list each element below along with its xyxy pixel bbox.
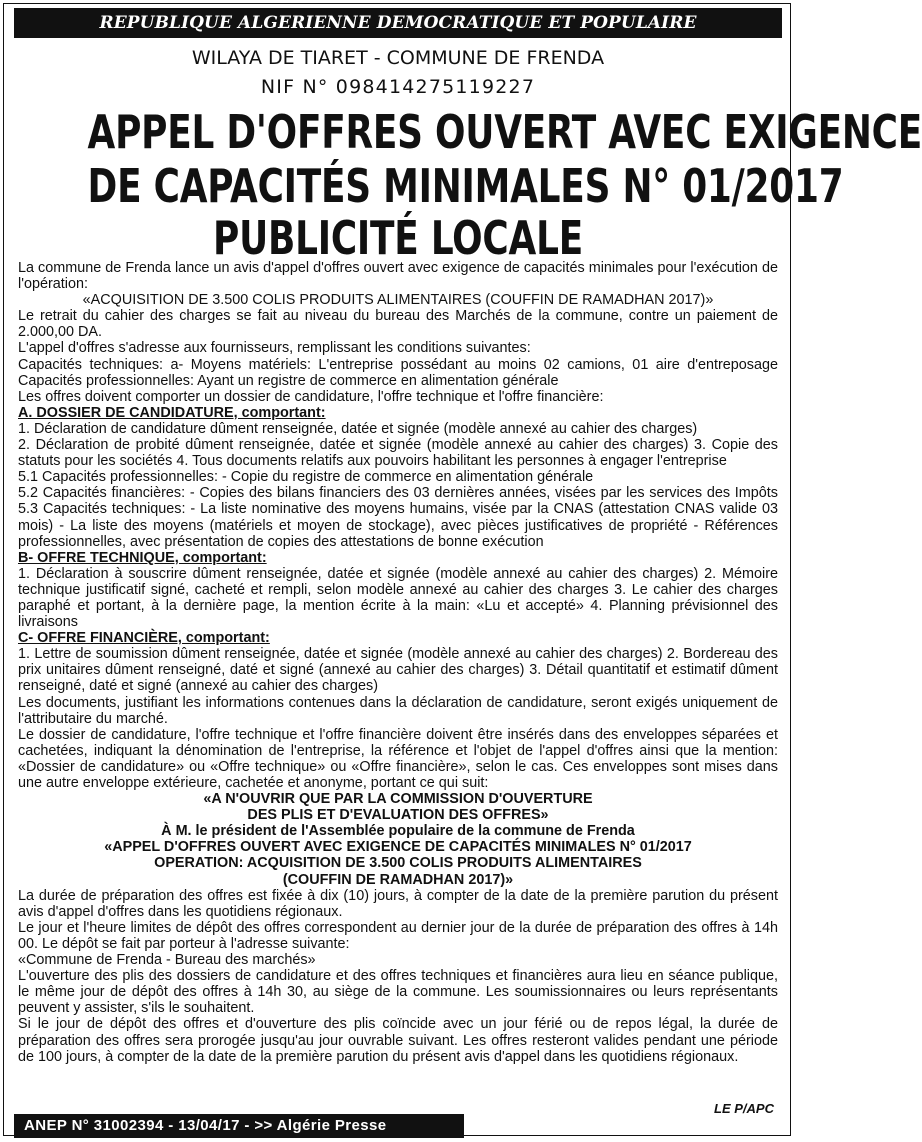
section-b-items: 1. Déclaration à souscrire dûment renseignée, datée et signée (modèle annexé au cahier des charges) 2. Mémoire technique justificatif signé, cacheté et rempli, selon modèle annexé au cahier des charges 3. Le cahier des charges paraphé et portant, à la dernière page, la mention écrite à la main: «Lu et accepté» 4. Planning prévisionnel des livraisons	[18, 565, 778, 631]
envelopes-paragraph: Le dossier de candidature, l'offre technique et l'offre financière doivent être insérés dans des enveloppes séparées et cachetées, indiquant la dénomination de l'entreprise, la référence et l'objet de l'appel d'offres ainsi que la mention: «Dossier de candidature» ou «Offre technique» ou «Offre financière», selon le cas. Ces enveloppes sont mises dans une autre enveloppe extérieure, cachetée et anonyme, portant ce qui suit:	[18, 726, 778, 791]
deadline-paragraph: Le jour et l'heure limites de dépôt des offres correspondent au dernier jour de la durée de préparation des offres à 14h 00. Le dépôt se fait par porteur à l'adresse suivante:	[18, 919, 778, 952]
wilaya-line: WILAYA DE TIARET - COMMUNE DE FRENDA	[191, 47, 605, 69]
reference-line-3: (COUFFIN DE RAMADHAN 2017)»	[282, 871, 514, 888]
justify-paragraph: Les documents, justifiant les informations contenues dans la déclaration de candidature, seront exigés uniquement de l'attributaire du marché.	[18, 694, 778, 727]
reference-line-2: OPERATION: ACQUISITION DE 3.500 COLIS PRODUITS ALIMENTAIRES	[154, 855, 642, 872]
holiday-paragraph: Si le jour de dépôt des offres et d'ouverture des plis coïncide avec un jour férié ou de repos légal, la durée de préparation des offres sera prorogée jusqu'au jour ouvrable suivant. Les offres resteront valides pendant une période de 100 jours, à compter de la date de la première parution du présent avis d'appel dans les quotidiens régionaux.	[18, 1016, 778, 1065]
section-a-item-2: 2. Déclaration de probité dûment renseignée, datée et signée (modèle annexé au cahier des charges) 3. Copie des statuts pour les sociétés 4. Tous documents relatifs aux pouvoirs habilitant les personnes à engager l'entreprise	[18, 437, 778, 470]
not-open-line-2: DES PLIS ET D'EVALUATION DES OFFRES»	[247, 807, 549, 824]
notice-body	[18, 260, 778, 1065]
section-c-heading: C- OFFRE FINANCIÈRE, comportant:	[18, 630, 270, 647]
recipient-line: À M. le président de l'Assemblée populaire de la commune de Frenda	[161, 823, 635, 840]
addressed-paragraph: L'appel d'offres s'adresse aux fournisseurs, remplissant les conditions suivantes:	[18, 340, 531, 357]
title-line-3: PUBLICITÉ LOCALE	[213, 211, 583, 265]
capacities-paragraph: Capacités techniques: a- Moyens matériels: L'entreprise possédant au moins 02 camions, 01 aire d'entreposage Capacités professionnelles: Ayant un registre de commerce en alimentation générale	[18, 356, 778, 389]
section-a-heading: A. DOSSIER DE CANDIDATURE, comportant:	[18, 404, 326, 421]
republic-banner: REPUBLIQUE ALGERIENNE DEMOCRATIQUE ET POPULAIRE	[14, 8, 782, 38]
object-line: «ACQUISITION DE 3.500 COLIS PRODUITS ALIMENTAIRES (COUFFIN DE RAMADHAN 2017)»	[82, 292, 714, 309]
section-a-item-52: 5.2 Capacités financières: - Copies des bilans financiers des 03 dernières années, visées par les services des Impôts 5.3 Capacités techniques: - La liste nominative des moyens humains, visée par la CNAS (attestation CNAS valide 03 mois) - La liste des moyens (matériels et moyen de stockage), avec pièces justificatives de propriété - Références professionnelles, avec présentation de copies des attestations de bonne exécution	[18, 485, 778, 550]
section-a-item-1: 1. Déclaration de candidature dûment renseignée, datée et signée (modèle annexé au cahier des charges)	[18, 420, 698, 437]
anep-footer: ANEP N° 31002394 - 13/04/17 - >> Algérie Presse	[14, 1114, 464, 1138]
section-a-item-51: 5.1 Capacités professionnelles: - Copie du registre de commerce en alimentation générale	[18, 469, 594, 486]
withdrawal-paragraph: Le retrait du cahier des charges se fait au niveau du bureau des Marchés de la commune, contre un paiement de 2.000,00 DA.	[18, 308, 778, 341]
not-open-line-1: «A N'OUVRIR QUE PAR LA COMMISSION D'OUVERTURE	[203, 791, 593, 808]
reference-line-1: «APPEL D'OFFRES OUVERT AVEC EXIGENCE DE CAPACITÉS MINIMALES N° 01/2017	[104, 839, 692, 856]
nif-line: NIF N° 098414275119227	[260, 76, 536, 98]
title-line-2: DE CAPACITÉS MINIMALES N° 01/2017	[87, 159, 844, 213]
address-line: «Commune de Frenda - Bureau des marchés»	[18, 952, 316, 969]
opening-paragraph: L'ouverture des plis des dossiers de candidature et des offres techniques et financières aura lieu en séance publique, le même jour de dépôt des offres à 14h 30, au siège de la commune. Les soumissionnaires ou leurs représentants peuvent y assister, s'ils le souhaitent.	[18, 968, 778, 1017]
signature: LE P/APC	[714, 1101, 774, 1116]
composition-paragraph: Les offres doivent comporter un dossier de candidature, l'offre technique et l'offre financière:	[18, 388, 604, 405]
intro-paragraph: La commune de Frenda lance un avis d'appel d'offres ouvert avec exigence de capacités minimales pour l'exécution de l'opération:	[18, 260, 778, 293]
duration-paragraph: La durée de préparation des offres est fixée à dix (10) jours, à compter de la date de la première parution du présent avis d'appel d'offres dans les quotidiens régionaux.	[18, 887, 778, 920]
title-line-1: APPEL D'OFFRES OUVERT AVEC EXIGENCE	[87, 105, 922, 159]
section-c-items: 1. Lettre de soumission dûment renseignée, datée et signée (modèle annexé au cahier des charges) 2. Bordereau des prix unitaires dûment renseigné, daté et signé (annexé au cahier des charges) 3. Détail quantitatif et estimatif dûment renseigné, daté et signé (annexé au cahier des charges)	[18, 646, 778, 695]
section-b-heading: B- OFFRE TECHNIQUE, comportant:	[18, 549, 267, 566]
